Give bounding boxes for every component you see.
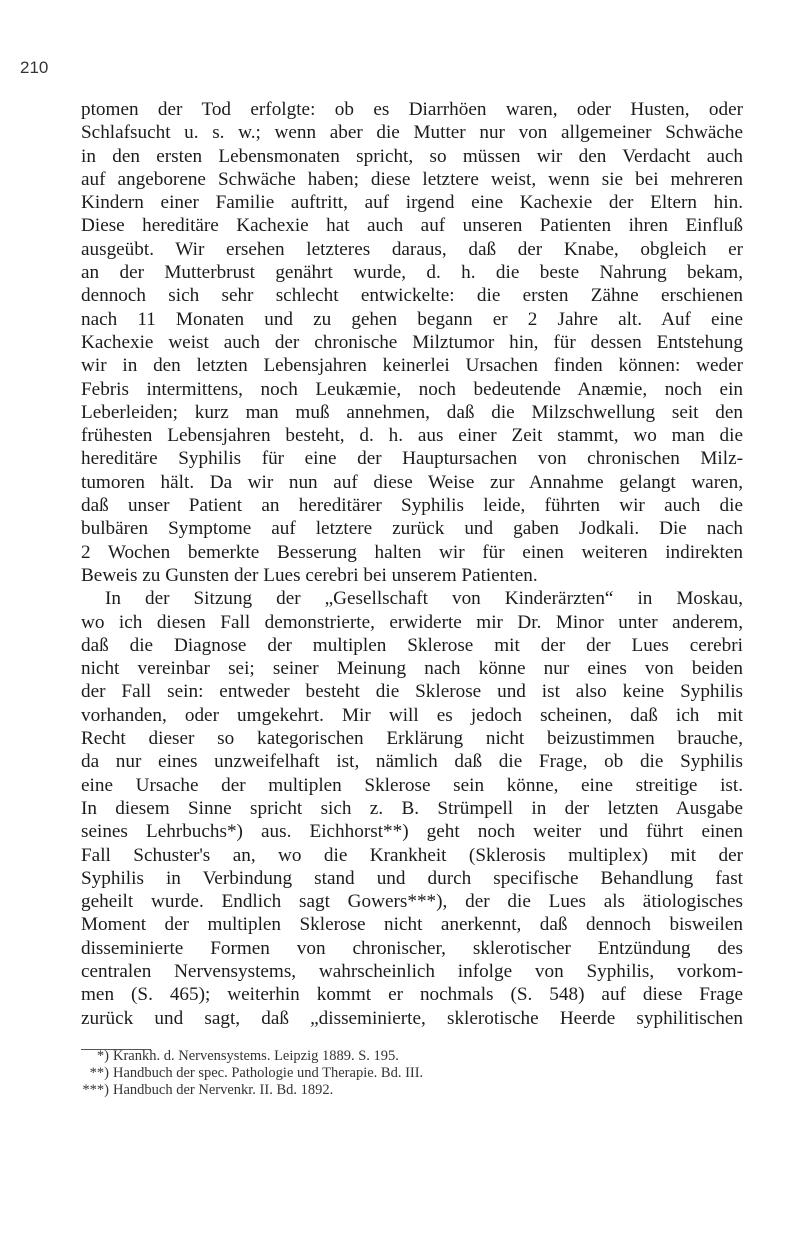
text-line: auf angeborene Schwäche haben; diese letztere weist, wenn sie bei mehreren (81, 168, 743, 190)
text-line: frühesten Lebensjahren besteht, d. h. aus einer Zeit stammt, wo man die (81, 425, 743, 447)
text-line: hereditäre Syphilis für eine der Hauptursachen von chronischen Milz- (81, 448, 743, 470)
text-line: daß unser Patient an hereditärer Syphilis leide, führten wir auch die (81, 495, 743, 517)
text-line: disseminierte Formen von chronischer, sklerotischer Entzündung des (81, 937, 743, 959)
text-line: geheilt wurde. Endlich sagt Gowers***), der die Lues als ätiologisches (81, 891, 743, 913)
footnote (81, 1065, 743, 1082)
text-line: zurück und sagt, daß „disseminierte, sklerotische Heerde syphilitischen (81, 1007, 743, 1029)
footnote (81, 1082, 743, 1099)
text-line: da nur eines unzweifelhaft ist, nämlich daß die Frage, ob die Syphilis (81, 751, 743, 773)
text-line: Leberleiden; kurz man muß annehmen, daß die Milzschwellung seit den (81, 401, 743, 423)
text-line: wo ich diesen Fall demonstrierte, erwiderte mir Dr. Minor unter anderem, (81, 611, 743, 633)
footnote-text: Handbuch der spec. Pathologie und Therapie. Bd. III. (113, 1065, 424, 1081)
text-line: Kachexie weist auch der chronische Milztumor hin, für dessen Entstehung (81, 331, 743, 353)
text-line: daß die Diagnose der multiplen Sklerose mit der der Lues cerebri (81, 634, 743, 656)
footnote (81, 1048, 743, 1065)
text-line: an der Mutterbrust genährt wurde, d. h. die beste Nahrung bekam, (81, 262, 743, 284)
text-line: Fall Schuster's an, wo die Krankheit (Sklerosis multiplex) mit der (81, 844, 743, 866)
footnote-mark: **) (89, 1065, 109, 1081)
text-line: In der Sitzung der „Gesellschaft von Kinderärzten“ in Moskau, (105, 588, 743, 610)
text-line: Diese hereditäre Kachexie hat auch auf unseren Patienten ihren Einfluß (81, 215, 743, 237)
text-line: bulbären Symptome auf letztere zurück und gaben Jodkali. Die nach (81, 518, 743, 540)
text-line: Beweis zu Gunsten der Lues cerebri bei unserem Patienten. (81, 564, 538, 586)
page-number: 210 (20, 58, 49, 77)
text-line: nicht vereinbar sei; seiner Meinung nach könne nur eines von beiden (81, 658, 743, 680)
text-line: vorhanden, oder umgekehrt. Mir will es jedoch scheinen, daß ich mit (81, 704, 743, 726)
text-line: Kindern einer Familie auftritt, auf irgend eine Kachexie der Eltern hin. (81, 192, 743, 214)
body-text (81, 98, 743, 1030)
footnote-mark: *) (96, 1048, 109, 1064)
text-line: der Fall sein: entweder besteht die Sklerose und ist also keine Syphilis (81, 681, 743, 703)
text-line: 2 Wochen bemerkte Besserung halten wir für einen weiteren indirekten (81, 541, 743, 563)
footnotes (81, 1048, 743, 1099)
text-line: seines Lehrbuchs*) aus. Eichhorst**) geht noch weiter und führt einen (81, 821, 743, 843)
text-line: eine Ursache der multiplen Sklerose sein könne, eine streitige ist. (81, 774, 743, 796)
text-line: Recht dieser so kategorischen Erklärung nicht beizustimmen brauche, (81, 728, 743, 750)
text-line: dennoch sich sehr schlecht entwickelte: die ersten Zähne erschienen (81, 285, 743, 307)
text-line: men (S. 465); weiterhin kommt er nochmals (S. 548) auf diese Frage (81, 984, 743, 1006)
text-line: centralen Nervensystems, wahrscheinlich infolge von Syphilis, vorkom- (81, 960, 743, 982)
text-line: In diesem Sinne spricht sich z. B. Strümpell in der letzten Ausgabe (81, 797, 743, 819)
text-line: tumoren hält. Da wir nun auf diese Weise zur Annahme gelangt waren, (81, 471, 743, 493)
text-line: Syphilis in Verbindung stand und durch specifische Behandlung fast (81, 867, 743, 889)
footnote-text: Krankh. d. Nervensystems. Leipzig 1889. S. 195. (113, 1048, 399, 1064)
text-line: in den ersten Lebensmonaten spricht, so müssen wir den Verdacht auch (81, 145, 743, 167)
text-line: Schlafsucht u. s. w.; wenn aber die Mutter nur von allgemeiner Schwäche (81, 122, 743, 144)
text-line: ptomen der Tod erfolgte: ob es Diarrhöen waren, oder Husten, oder (81, 99, 743, 120)
text-line: nach 11 Monaten und zu gehen begann er 2 Jahre alt. Auf eine (81, 308, 743, 330)
text-line: wir in den letzten Lebensjahren keinerlei Ursachen finden können: weder (81, 355, 743, 377)
footnote-mark: ***) (82, 1082, 109, 1098)
footnote-text: Handbuch der Nervenkr. II. Bd. 1892. (113, 1082, 334, 1098)
text-line: ausgeübt. Wir ersehen letzteres daraus, daß der Knabe, obgleich er (81, 238, 743, 260)
text-line: Febris intermittens, noch Leukæmie, noch bedeutende Anæmie, noch ein (81, 378, 743, 400)
text-line: Moment der multiplen Sklerose nicht anerkennt, daß dennoch bisweilen (81, 914, 743, 936)
